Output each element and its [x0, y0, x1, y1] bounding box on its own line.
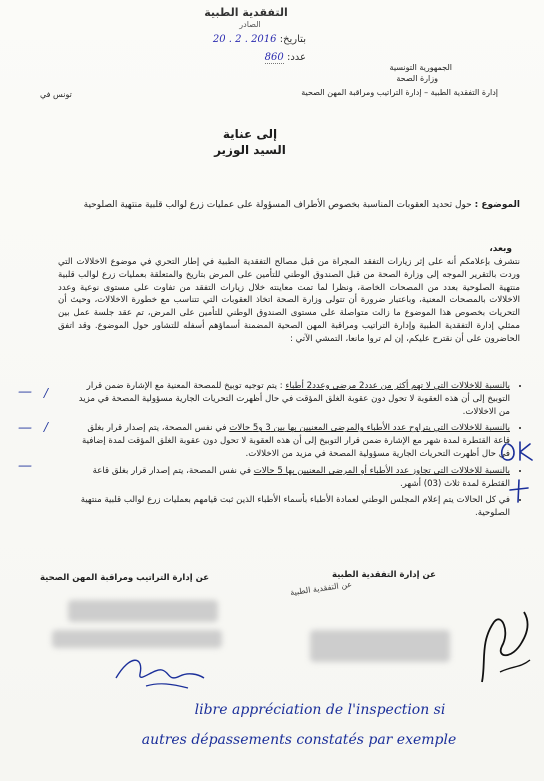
- body-paragraph: نتشرف بإعلامكم أنه على إثر زيارات التفقد المجراة من قبل مصالح التفقدية الطبية في إطار التحري في موضوع الاخلالات التي وردت بالتقرير الموجه إلى وزارة الصحة من قبل الصندوق الوطني للتأمين على المرض بتاريخ والمتعلقة بعمليات زرع لوالب قلبية منتهية الصلوحية بعدد من المصحات الخاصة، ونظرا لما تمت معاينته خلال زيارات التفقد من تفاوت على مستوى نوعية وعدد الاخلالات بالمصحات المعنية، وباعتبار ضرورة أن تتولى وزارة الصحة اتخاذ العقوبات التي تتناسب مع خطورة الاخلالات، وحيث أن التحريات بخصوص هذا الموضوع ما زالت متواصلة على مستوى الصندوق الوطني للتأمين على المرض، تم عقد جلسة عمل بين ممثلي إدارة التفقدية الطبية وإدارة التراتيب ومراقبة المهن الصحية المضمنة أسماؤهم أسفله للتشاور حول الموضوع. وقد اتفق الحاضرون على أن نقترح عليكم، إن لم تروا مانعا، التمشي الآتي :: [58, 257, 520, 344]
- stamp-subtitle: الصادر: [239, 20, 261, 29]
- salutation: وبعد،: [489, 244, 512, 254]
- handwritten-note-line2: autres dépassements constatés par exemple: [141, 732, 457, 748]
- margin-dash-mark: —: [18, 420, 32, 436]
- handwritten-ok-mark: [498, 438, 538, 526]
- subject-text: حول تحديد العقوبات المناسبة بخصوص الأطراف المسؤولة على عمليات زرع لوالب قلبية منتهية الصلوحية: [83, 200, 472, 210]
- subject-label: الموضوع :: [474, 200, 520, 210]
- margin-dash-mark: —: [18, 384, 32, 400]
- margin-slash-mark: /: [44, 420, 49, 434]
- stamp-date-value: 2016 . 2 . 20: [212, 34, 277, 45]
- list-item: • بالنسبة للاخلالات التي لا تهم أكثر من عدد2 مرضى وعدد2 أطباء : يتم توجيه توبيخ للمصحة المعنية مع الإشارة ضمن قرار التوبيخ إلى أن هذه العقوبة لا تحول دون عقوبة الغلق المؤقت في حال أظهرت التحريات الجارية مسؤولية المصحة في مزيد من الاخلالات.: [70, 380, 510, 418]
- signature-header-left: عن إدارة التفقدية الطبية: [332, 570, 436, 580]
- stamp-number-value: 860: [264, 52, 284, 63]
- redacted-name: [310, 630, 450, 662]
- header-department: إدارة التفقدية الطبية – إدارة التراتيب ومراقبة المهن الصحية: [301, 88, 498, 97]
- stamp-title: التفقدية الطبية: [204, 6, 288, 19]
- handwritten-note-line1: libre appréciation de l'inspection si: [194, 702, 446, 718]
- list-item: • في كل الحالات يتم إعلام المجلس الوطني لعمادة الأطباء بأسماء الأطباء الذين ثبت قيامهم بعمليات زرع لوالب قلبية منتهية الصلوحية.: [70, 494, 510, 520]
- header-ministry: وزارة الصحة: [396, 74, 438, 83]
- margin-slash-mark: /: [44, 386, 49, 400]
- header-republic: الجمهورية التونسية: [389, 63, 452, 72]
- list-item: • بالنسبة للاخلالات التي تجاوز عدد الأطباء أو المرضى المعنيين بها 5 حالات في نفس المصحة، يتم إصدار قرار بغلق قاعة القثطرة لمدة ثلاث (03) أشهر.: [70, 465, 510, 491]
- redacted-name: [52, 630, 222, 648]
- list-item: • بالنسبة للاخلالات التي يتراوح عدد الأطباء والمرضى المعنيين بها بين 3 و5 حالات في نفس المصحة، يتم إصدار قرار بغلق قاعة القثطرة لمدة شهر مع الإشارة ضمن قرار التوبيخ إلى أن هذه العقوبة لا تحول دون عقوبة الغلق المؤقت لمدة إضافية في حال أظهرت التحريات الجارية مسؤولية المصحة في مزيد من الاخلالات.: [70, 422, 510, 460]
- addressee-line2: السيد الوزير: [214, 143, 286, 157]
- signature-right: [472, 602, 536, 686]
- round-stamp-text: عن التفقدية الطبية: [289, 579, 353, 598]
- signature-left: [110, 648, 210, 692]
- stamp-date: بتاريخ: 2016 . 2 . 20: [212, 34, 306, 45]
- signature-header-right: عن إدارة التراتيب ومراقبة المهن الصحية: [40, 573, 210, 583]
- addressee-line1: إلى عناية: [222, 127, 278, 141]
- subject: [60, 198, 520, 212]
- header-city: تونس في: [40, 90, 72, 99]
- redacted-name: [68, 600, 218, 622]
- margin-dash-mark: —: [18, 458, 32, 474]
- measures-list: [70, 380, 524, 524]
- stamp-number: عدد: 860: [264, 52, 306, 63]
